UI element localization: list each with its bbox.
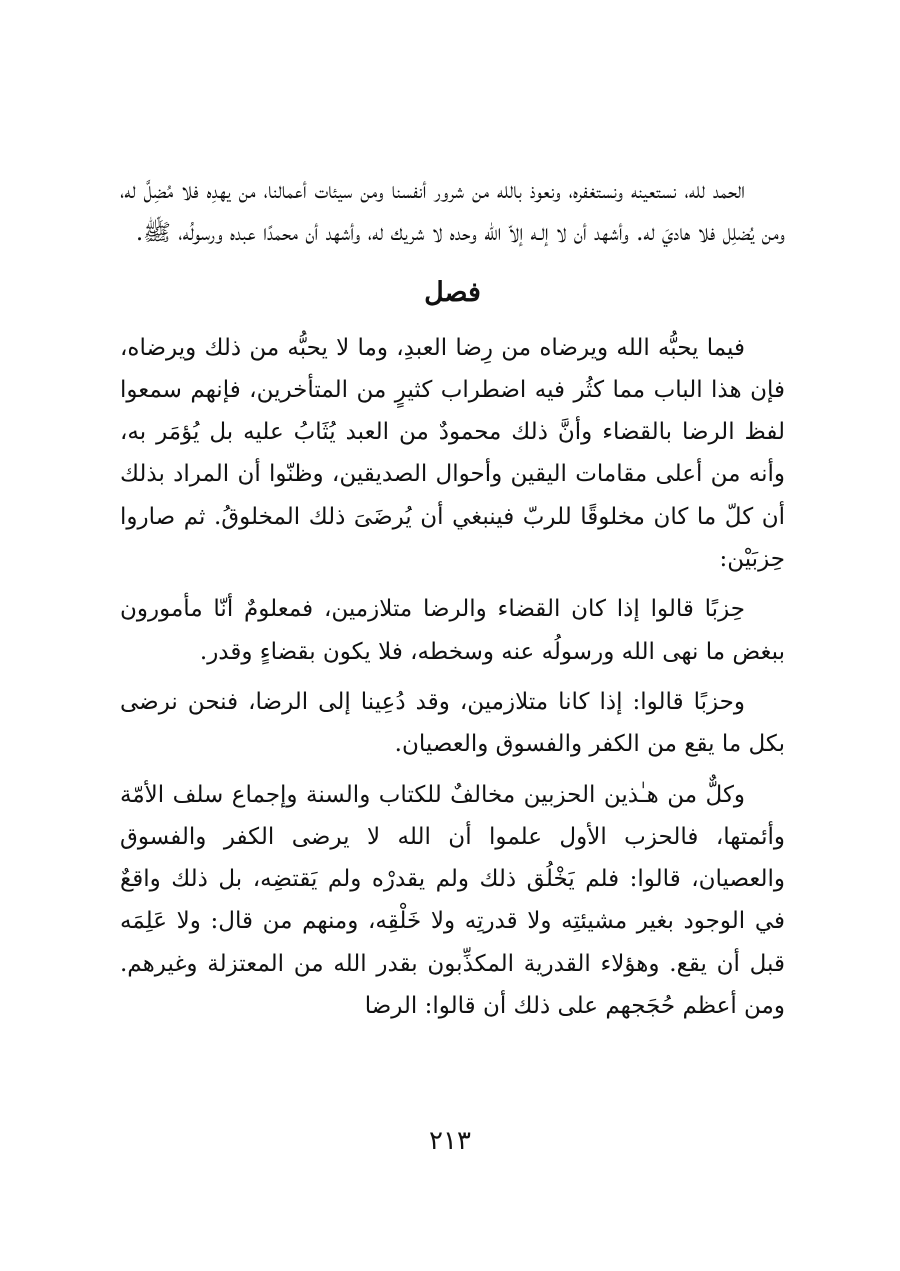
paragraph-1: فيما يحبُّه الله ويرضاه من رِضا العبدِ، وما لا يحبُّه من ذلك ويرضاه، فإن هذا الباب مما كثُر فيه اضطراب كثيرٍ من المتأخرين، فإنهم سمعوا لفظ الرضا بالقضاء وأنَّ ذلك محمودٌ من العبد يُثَابُ عليه بل يُؤمَر به، وأنه من أعلى مقامات اليقين وأحوال الصديقين، وظنّوا أن المراد بذلك أن كلّ ما كان مخلوقًا للربّ فينبغي أن يُرضَىَ ذلك المخلوقُ. ثم صاروا حِزبَيْن: (120, 334, 785, 573)
paragraph-2: حِزبًا قالوا إذا كان القضاء والرضا متلازمين، فمعلومٌ أنّا مأمورون ببغض ما نهى الله ورسولُه عنه وسخطه، فلا يكون بقضاءٍ وقدر. (120, 596, 785, 665)
paragraph-4: وكلٌّ من هـٰذين الحزبين مخالفٌ للكتاب والسنة وإجماع سلف الأمّة وأئمتها، فالحزب الأول علموا أن الله لا يرضى الكفر والفسوق والعصيان، قالوا: فلم يَخْلُق ذلك ولم يقدرْه ولم يَقتضِه، بل ذلك واقعٌ في الوجود بغير مشيئتِه ولا قدرتِه ولا خَلْقِه، ومنهم من قال: ولا عَلِمَه قبل أن يقع. وهؤلاء القدرية المكذِّبون بقدر الله من المعتزلة وغيرهم. ومن أعظم حُجَجهم على ذلك أن قالوا: الرضا (120, 781, 785, 1020)
page-number: ٢١٣ (429, 1126, 471, 1156)
page-body (120, 170, 785, 1027)
paragraph-3: وحزبًا قالوا: إذا كانا متلازمين، وقد دُعِينا إلى الرضا، فنحن نرضى بكل ما يقع من الكفر والفسوق والعصيان. (120, 688, 785, 758)
section-title: فصل (424, 276, 481, 308)
intro-paragraph: الحمد لله، نستعينه ونستغفره، ونعوذ بالله من شرور أنفسنا ومن سيئات أعمالنا، من يهدِه فلا مُضِلَّ له، ومن يُضلِل فلا هاديَ له. وأشهد أن لا إلـه إلاّ الله وحده لا شريك له، وأشهد أن محمدًا عبده ورسولُه، ﷺ. (120, 178, 785, 247)
